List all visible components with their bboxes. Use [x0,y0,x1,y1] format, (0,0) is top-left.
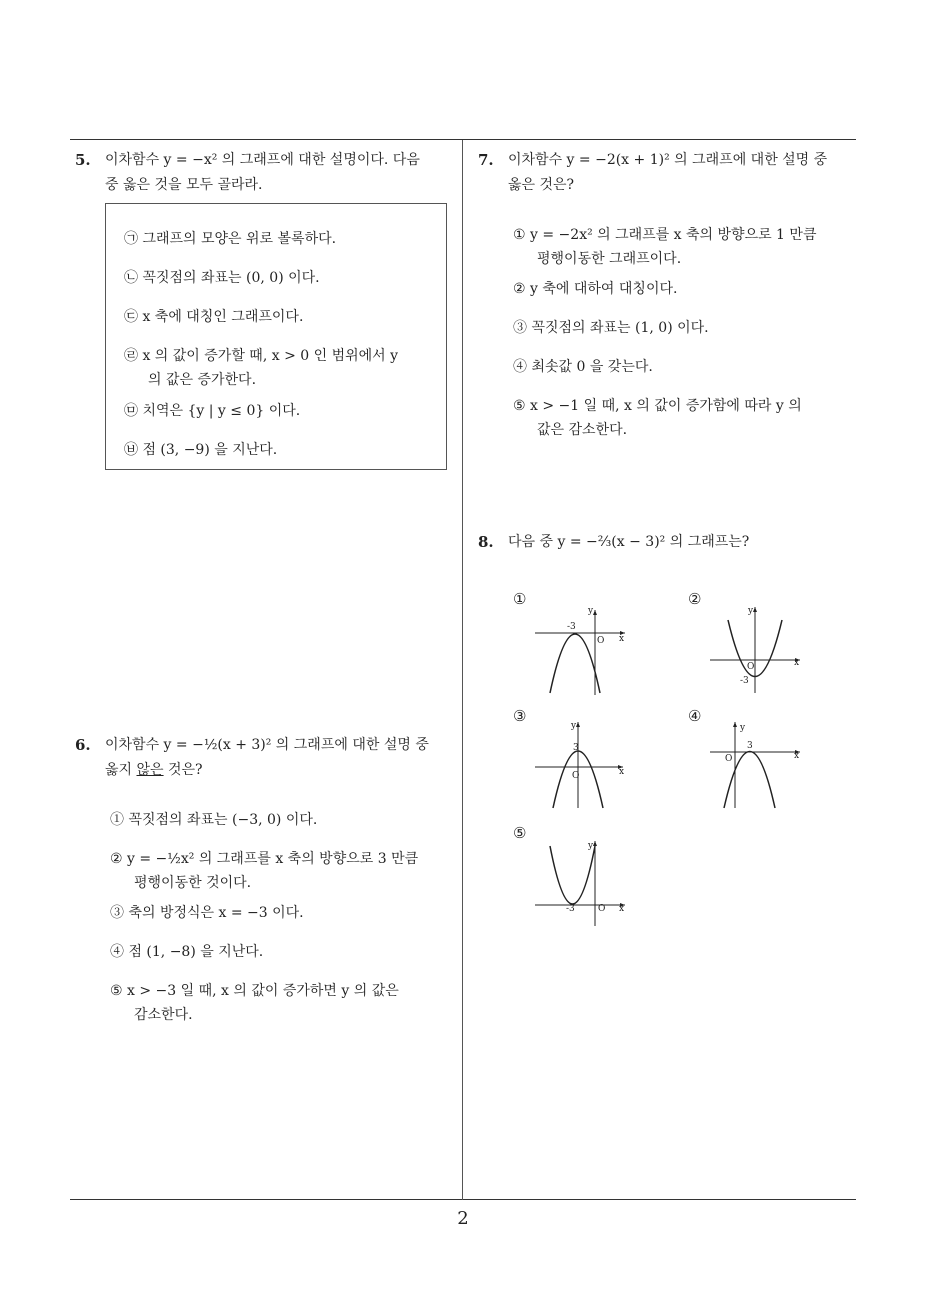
graph-option-5-label[interactable]: ⑤ [513,824,527,842]
option-2[interactable]: ② y 축에 대하여 대칭이다. [513,281,678,297]
option-4[interactable]: ④ 점 (1, −8) 을 지난다. [110,944,264,960]
option-3[interactable]: ③ 축의 방정식은 x = −3 이다. [110,905,304,921]
origin-label: O [598,904,606,914]
statement-item: ㉡ 꼭짓점의 좌표는 (0, 0) 이다. [124,270,320,286]
graph-option-1-label[interactable]: ① [513,590,527,608]
option-2[interactable]: ② y = −½x² 의 그래프를 x 축의 방향으로 3 만큼 평행이동한 것이다. [110,851,419,891]
column-divider [462,140,463,1200]
vertex-label: 3 [573,743,579,753]
question-text: 이차함수 y = −2(x + 1)² 의 그래프에 대한 설명 중 옳은 것은? [508,152,828,193]
y-axis-label: y [740,723,746,733]
option-3[interactable]: ③ 꼭짓점의 좌표는 (1, 0) 이다. [513,320,709,336]
x-axis-label: x [794,658,800,668]
y-axis-label: y [588,841,594,851]
x-axis-label: x [619,634,625,644]
bottom-rule [70,1199,856,1200]
option-1[interactable]: ① y = −2x² 의 그래프를 x 축의 방향으로 1 만큼 평행이동한 그래프이다. [513,227,817,267]
option-5[interactable]: ⑤ x > −1 일 때, x 의 값이 증가함에 따라 y 의 값은 감소한다. [513,398,802,438]
statement-item: ㉤ 치역은 {y | y ≤ 0} 이다. [124,403,301,419]
origin-label: O [572,771,580,781]
vertex-label: -3 [740,676,749,686]
graph-option-2-label[interactable]: ② [688,590,702,608]
graph-option-3-label[interactable]: ③ [513,707,527,725]
option-4[interactable]: ④ 최솟값 0 을 갖는다. [513,359,653,375]
graph-option-2[interactable] [710,605,805,695]
statement-item: ㉠ 그래프의 모양은 위로 볼록하다. [124,231,337,247]
page-number: 2 [457,1208,469,1229]
statement-item: ㉥ 점 (3, −9) 을 지난다. [124,442,278,458]
statement-box [105,203,447,470]
graph-option-5[interactable] [535,838,630,928]
x-axis-label: x [619,904,625,914]
vertex-label: 3 [747,741,753,751]
question-text: 이차함수 y = −½(x + 3)² 의 그래프에 대한 설명 중 옳지 않은 것은? [105,737,429,778]
question-number: 7. [478,151,494,169]
origin-label: O [725,754,733,764]
vertex-label: -3 [567,622,576,632]
y-axis-label: y [571,721,577,731]
y-axis-label: y [588,606,594,616]
question-text: 이차함수 y = −x² 의 그래프에 대한 설명이다. 다음 중 옳은 것을 모두 골라라. [105,152,420,193]
x-axis-label: x [794,751,800,761]
graph-option-3[interactable] [535,720,630,810]
origin-label: O [597,636,605,646]
origin-label: O [747,662,755,672]
graph-option-4-label[interactable]: ④ [688,707,702,725]
statement-item: ㉣ x 의 값이 증가할 때, x > 0 인 범위에서 y 의 값은 증가한다. [124,348,399,388]
vertex-label: -3 [566,904,575,914]
x-axis-label: x [619,767,625,777]
question-number: 6. [75,736,91,754]
graph-option-4[interactable] [710,720,805,810]
graph-option-1[interactable] [535,605,630,695]
y-axis-label: y [748,606,754,616]
question-text: 다음 중 y = −⅔(x − 3)² 의 그래프는? [508,534,750,550]
statement-item: ㉢ x 축에 대칭인 그래프이다. [124,309,304,325]
option-5[interactable]: ⑤ x > −3 일 때, x 의 값이 증가하면 y 의 값은 감소한다. [110,983,399,1023]
top-rule [70,139,856,140]
question-number: 8. [478,533,494,551]
option-1[interactable]: ① 꼭짓점의 좌표는 (−3, 0) 이다. [110,812,318,828]
question-number: 5. [75,151,91,169]
